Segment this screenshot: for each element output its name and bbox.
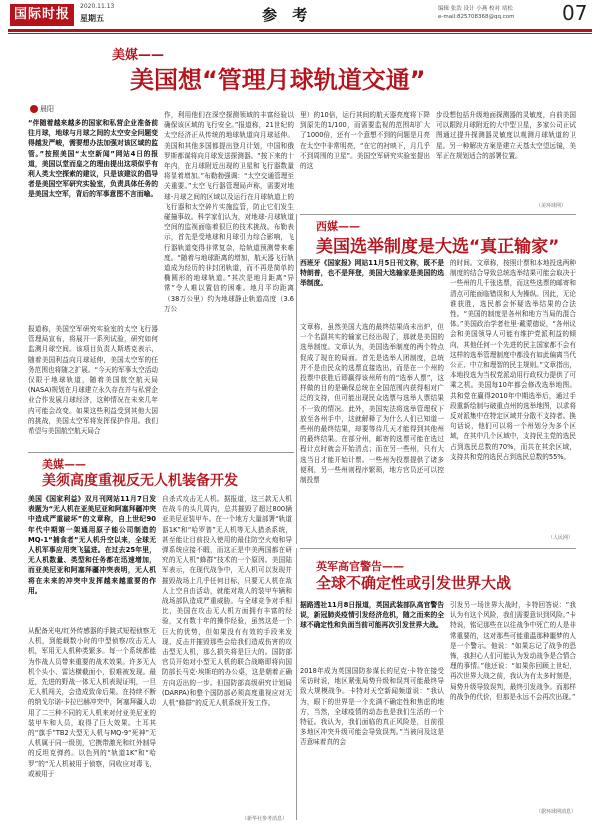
article-credit: （人民网） [548, 535, 574, 541]
article-body-col: 引发另一场世界大战时，卡特回答说：“我认为有这个风险，我们需要意识到风险。”卡特说，铭记那些在以往战争中死亡的人是非常重要的，这对那些可能重温那种噩梦的人是一个警示。他说：“如果忘记了战争的恐怖，我担心人们可能认为发动战争是合情合理的事情。”他还说：“如果你回顾上世纪，再次世界大战之前，我认为有太多时刻是，局势升级导致误判，最终引发战争。而那样的战争的代价，但那是永远不会再次出现。” [450, 601, 576, 701]
editor-email: e-mail:825708368@qq.com [438, 14, 515, 20]
article-kicker: 西媒—— [316, 220, 360, 233]
page-number: 07 [562, 1, 588, 25]
article-lead: 美国《国家利益》双月刊网站11月7日发表题为“无人机在亚美尼亚和阿塞拜疆冲突中造成严重破坏”的文章称，自上世纪90年代中期第一架通用原子能公司制造的MQ-1“捕食者”无人机升空以来，全球无人机军事应用突飞猛进。在过去25年里，无人机数量、类型和任务都在迅速增加，而亚美尼亚和阿塞拜疆冲突表明，无人机将在未来的冲突中发挥越来越重要的作用。 [28, 495, 156, 595]
article-kicker: 英军高官警告—— [316, 560, 404, 573]
article-body-col: 从配备光电/红外传感器的手跳式短程侦察无人机，到能载数小时的中型侦察/攻击无人机，军用无人机种类繁多。每一个系统都能为作战人员带来重要的战术效果。许多无人机个头小、雷达横截面小，很难被发现。最近，先进的野战一体无人机表现证明，一旦无人机闯关，会造成致命后果。在持续不断的纳戈尔诺-卡拉巴赫冲突中，阿塞拜疆人动用了二三种不同的无人机来对付亚美尼亚的装甲车和人员，取得了巨大效果。土耳其的“旗手”TB2大型无人机与MQ-9“死神”无人机属于同一级别，它携带激光和红外制导的反坦克弹药。以色列的“轨道1K”和“哈罗”的“无人机被用于侦察，同收应对毒飞，或被用于 [28, 627, 156, 778]
article-headline: 美国想“管理月球轨道交通” [130, 66, 426, 94]
article-credit: （新华社参考消息） [242, 816, 288, 822]
divider [296, 548, 297, 820]
article-body-col: 的时间。文章称，按照计票和本地投选两种制度的结合导致总统选举结果可能会取决于一些州的几千张选票，而这些选票的邮寄和清点可能面临错误和人为操纵。因此，无论谁获胜，选民都会怀疑选举结果的合法性。“美国的制度是各州和地方当局的混合体。”美国政治学者杜里·戴蒙德说，“各州议会和美国领导人可能有维护党派利益的倾向，其他任何一个先进的民主国家都不会有这样的选举管理制度中都没有如此偏离当代公正、中立和理智的民主规则。”文章指出，本地投选为当权党派动用行政权力提供了可乘之机。美国每10年都会修改选举地图。共和党在赢得2010年中期选举后，通过手段重新绘制与破重点州的选举地图，以求将反对派集中在特定区域并分散不支持者。换句话说，他们可以将一个州划分为多个区域，在其中几个区域中，支持民主党的选民占到选民总数的70%，而共在其余区域，支持共和党的选民占到选民总数的55%。 [450, 259, 576, 461]
masthead [0, 0, 600, 30]
article-headline: 美国选举制度是大选“真正输家” [316, 237, 560, 257]
article-body-col: 里）的10倍，运行其间的航天器亮度将下降到原先的1/100，而需要监视的范围却扩大了1000倍，还有一个意想不到的问题是月亮在太空中非常明亮，“在它的衬映下，月几乎不到周围的卫星”。美国空军研究实验室提出的这 [300, 111, 430, 171]
divider [28, 452, 294, 453]
article-lead: “伴随着越来越多的国家和私营企业准备前往月球，地球与月球之间的太空安全问题变得越发严峻，需要想办法加强对该区域的监管。”按照美国“太空新闻”网站4日的报道，美国以堂而皇之的理由提出这项似乎有利人类太空探索的建议，只是该建议的倡导者是美国空军研究实验室，负责具体任务的是美国太空军，背后的军事意图不言而喻。 [28, 119, 158, 199]
section-title: 参 考 [262, 6, 313, 24]
divider [296, 214, 297, 544]
masthead-rule-thin [8, 33, 592, 34]
newspaper-logo: 国际时报 [10, 4, 74, 26]
article-body-col: 作，利用他们在深空探测领域的丰富经验以确保该区域的飞行安全。”报道称，21世纪的太空经济正从传统的地球轨道向月球延伸。美国和其他多国都提出登月计划，中国和俄罗斯都谋将向月球发送探测器。“按下来的十年内，在月球附近出现的卫星和飞行器数量将显着增加。”布勒勃强调：“太空交通管理至关重要。”太空飞行器管理局声称，需要对地球-月球之间的区域以及运行在月球轨道上的飞行器和太空碎片实施监管，防止它们发生碰撞事故。科学家们认为，对地球-月球轨道空间的监视面临着很巨的技术挑战。布勒表示，首先是受地球和月球引力综合影响，飞行器轨道变得非常复杂，给轨道预测带来难度。“随着与地球距离的增加，航天器飞行轨道成为经历的非封闭轨道，而不再是简单的椭圆形的地球轨道。”其次是地月距离“异常”令人难以置信的困难。地月平均距离（38万公里）约为地球静止轨道高度（3.6万公 [164, 111, 294, 313]
editor-credits: 编辑 张浩 设计 小燕 校对 靖松 [438, 6, 513, 12]
article-headline: 美须高度重视反无人机装备开发 [42, 473, 238, 489]
divider [300, 548, 576, 549]
article-body-col: 自杀式攻击无人机。据报道，这三款无人机在战斗的头几周内，总共摧毁了超过800辆亚美尼亚装甲车。在一个地方大量部署“轨道器1K”和“哈罗普”无人机等无人猎杀系统，甚至能让目前投入使用的最佳防空火炮和导弹系统应接不暇，而这正是中美两国都在研究的无人机“蜂群”技术的一个原因。美国陆军表示，在现代战争中，无人机可以发现并摧毁战场上几乎任何目标，只要无人机在敌人上空自由活动，就能对敌人的装甲车辆和战场部队造成严重威胁。与全球竞争对手相比，美国在攻击无人机方面拥有丰富的经验，又有数十年的操作经验，虽然这是一个巨大的优势，但如果没有有效的手段来发现、反击并摧毁那些会给我们造成伤害的攻击型无人机，那么损失将是巨大的。国防部官员开始对小型无人机的联合战略即将向国防部长马克·埃斯珀的办公桌，这是朝着正确方向迈出的一步。但国防部高级研究计划局(DARPA)和整个国防部必须高度重视应对无人机“蜂群”的反无人机系统开发工作。 [162, 495, 292, 708]
article-body-col: 2018年成为英国国防参谋长的尼克·卡特在接受采访时说，地区紧张局势升级和误判可能最终导致大规模战争。卡特对天空新闻频道说：“我认为，眼下的世界是一个充满不确定性和焦虑的地方，当然，全球疫情的动态也是我们生活的一个特征。我认为，我们面临的真正风险是，目前很多地区冲突升级可能会导致误判。”当被问及这是否意味着真的会 [300, 667, 444, 747]
article-author: 晨阳 [40, 105, 54, 113]
article-credit: （据环球网消息） [536, 809, 577, 815]
issue-date: 2020.11.13 [80, 3, 115, 10]
author-icon [30, 105, 38, 113]
article-credit: （美环球网） [536, 203, 567, 209]
article-body-col: 步设想包括升级地面探测器的灵敏度，自前美国可以跟踪月球附近的大中型卫星，多家公司正试图通过提升探测器灵敏度以观测月球轨道的卫星。另一种解决方案是建立天基太空望远镜，美军正在规划适合的部署位置。 [436, 111, 576, 160]
article-body-col: 报道称，美国空军研究实验室的太空飞行器管理局宣布，将展开一系列试验，研究如何监测月球空间。该项目负责人斯塔克表示，随着美国利益向月球延伸，美国太空军的任务范围也将随之扩展。“今天的军事太空活动仅限于地球轨道，随着美国航空航天局(NASA)规划在月球建立永久存在并与私营企业合作发展月球经济，这种情况在未来几年内可能会改变。如果这些利益受到其他大国的挑战，美国太空军将发挥保护作用。我们希望与美国航空航天局合 [28, 325, 158, 436]
article-lead: 西班牙《国家报》网站11月5日刊文称，既不是特朗普，也不是拜登，美国大选输家是美国的选举制度。 [300, 259, 444, 288]
article-body-col: 文章称，虽然美国大选的最终结果尚未出炉，但一个名副其实的输家已经出现了，那就是美国的选举制度。文章认为，美国选举制度的两个特点促成了现在的局面。首先是选举人团制度，总统并不是由民众的选票直接选出，而是在一个州的投票中获胜后即赢得该州所有的“选举人票”，这样做的目的是确保总统在全国范围内获得相对广泛的支持，但可能出现民众选票与选举人票结果不一致的情况。此外，美国宪法将选举管理权下放至各州手中，这就解释了为什么人们已知道一些州的最终结果，却要等待几天才能得到其他州的最终结果。在部分州，邮寄的选票可能在选过程计点时就会开始清点；而在另一些州，只有大选当日才能开始计票。一些州为投票提供了诸多便利，另一些州则程序繁琐，地方官员还可以控制投票 [300, 323, 444, 485]
issue-weekday: 星期五 [80, 14, 104, 23]
article-headline: 全球不确定性或引发世界大战 [316, 574, 512, 592]
article-kicker: 美媒—— [112, 48, 165, 63]
article-kicker: 美媒—— [42, 458, 86, 471]
article-lead: 据路透社11月8日报道，英国武装部队高官警告说，新冠肺炎疫情引发经济危机，随之而来的全球不确定性和负面当前可能再次引发世界大战。 [300, 601, 444, 630]
masthead-rule [8, 29, 592, 32]
divider [300, 214, 576, 215]
